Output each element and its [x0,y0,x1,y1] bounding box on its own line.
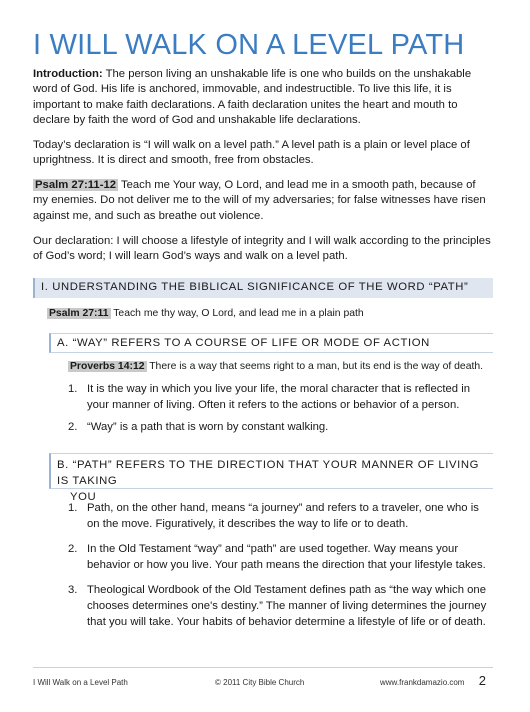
subsection-heading-b [49,453,493,503]
subsection-heading-b-line1: B. “PATH” REFERS TO THE DIRECTION THAT YOUR MANNER OF LIVING IS TAKING [57,459,480,487]
psalm-reference: Psalm 27:11-12 [35,179,117,191]
list-item-number: 3. [68,584,78,596]
subsection-a-verse-text: There is a way that seems right to a man, but its end is the way of death. [146,361,484,372]
footer-website-link[interactable]: www.frankdamazio.com [380,678,465,687]
list-item-text: Path, on the other hand, means “a journey” and refers to a traveler, one who is on the move. Figuratively, it describes the way to life or to death. [87,502,479,530]
footer-copyright: © 2011 City Bible Church [215,678,305,687]
page-title: I WILL WALK ON A LEVEL PATH [33,29,465,61]
list-item-number: 1. [68,502,78,514]
page-number: 2 [478,673,486,688]
list-item-number: 2. [68,543,78,555]
list-item-text: “Way” is a path that is worn by constant walking. [87,421,329,433]
footer-document-title: I Will Walk on a Level Path [33,678,128,687]
list-item-number: 2. [68,421,78,433]
section-heading-1: I. UNDERSTANDING THE BIBLICAL SIGNIFICANCE OF THE WORD “PATH” [33,278,493,298]
subsection-a-verse [68,360,493,374]
today-paragraph: Today’s declaration is “I will walk on a level path.” A level path is a plain or level place of uprightness. It is direct and smooth, free from obstacles. [33,139,470,167]
section1-verse-reference: Psalm 27:11 [49,308,109,319]
subsection-heading-b-line2: YOU [70,491,97,503]
subsection-heading-a: A. “WAY” REFERS TO A COURSE OF LIFE OR MODE OF ACTION [49,333,493,353]
list-item-text: Theological Wordbook of the Old Testament defines path as “the way which one chooses determines one's destiny.” The manner of living determines the journey that you will take. Your habits of behavior determine a lifestyle of life or of death. [87,584,487,628]
intro-text: The person living an unshakable life is one who builds on the unshakable word of God. His life is anchored, immovable, and indestructible. To live this life, it is important to make faith declarations. A faith declaration unites the heart and mouth to declare by faith the word of God and unshakable life declarations. [33,68,472,127]
list-item-number: 1. [68,383,78,395]
declaration-paragraph: Our declaration: I will choose a lifestyle of integrity and I will walk according to the principles of God’s word; I will learn God’s ways and walk on a level path. [33,235,491,263]
section1-verse [47,307,487,321]
list-item-text: It is the way in which you live your life, the moral character that is reflected in your manner of living. Often it refers to the actions or behavior of a person. [87,383,471,411]
psalm-paragraph [33,178,493,224]
intro-lead: Introduction: [33,68,103,80]
section1-verse-text: Teach me thy way, O Lord, and lead me in a plain path [110,308,364,319]
subsection-a-verse-reference: Proverbs 14:12 [70,361,145,372]
psalm-text: Teach me Your way, O Lord, and lead me in a smooth path, because of my enemies. Do not deliver me to the will of my adversaries; for false witnesses have risen against me, and such as breathe out violence. [33,179,486,222]
list-item-text: In the Old Testament “way” and “path” are used together. Way means your behavior or how you live. Your path means the direction that your lifestyle takes. [87,543,486,571]
footer-divider [33,667,493,668]
intro-paragraph [33,67,493,129]
